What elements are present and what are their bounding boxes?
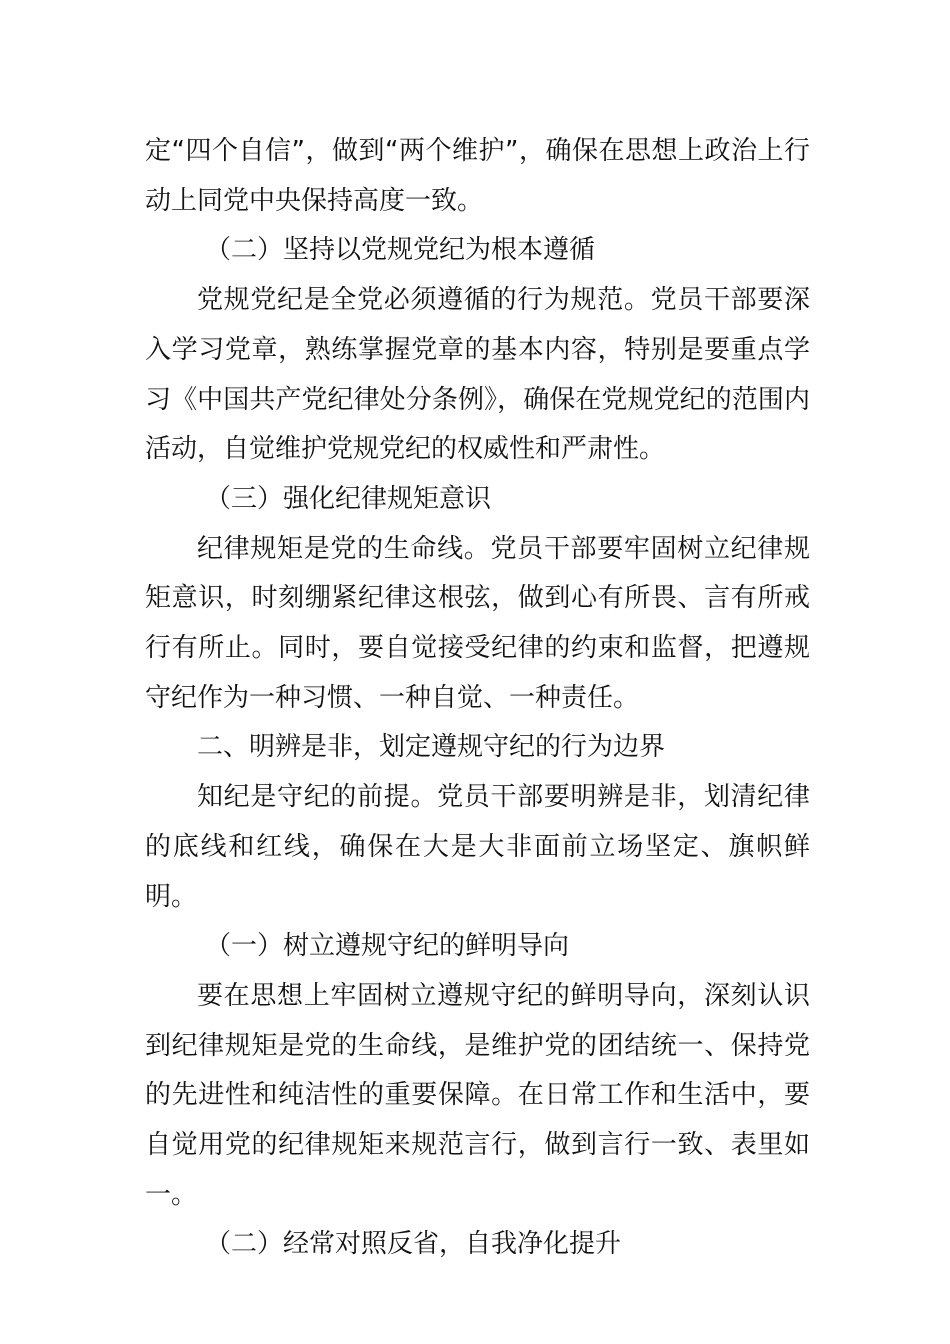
- subheading-clear-orientation: （一）树立遵规守纪的鲜明导向: [205, 931, 570, 962]
- section-heading-two: 二、明辨是非，划定遵规守纪的行为边界: [197, 732, 666, 763]
- subheading-discipline-awareness: （三）强化纪律规矩意识: [205, 483, 492, 514]
- subheading-self-reflection: （二）经常对照反省，自我净化提升: [205, 1229, 622, 1260]
- paragraph-party-rules: 党规党纪是全党必须遵循的行为规范。党员干部要深入学习党章，熟练掌握党章的基本内容，特别是要重点学习《中国共产党纪律处分条例》，确保在党规党纪的范围内活动，自觉维护党规党纪的权威性和严肃性。: [145, 285, 810, 465]
- subheading-adhere-party-rules: （二）坚持以党规党纪为根本遵循: [205, 235, 596, 266]
- document-body: [145, 127, 810, 1270]
- paragraph-continued: 定“四个自信”，做到“两个维护”，确保在思想上政治上行动上同党中央保持高度一致。: [145, 136, 810, 216]
- paragraph-discipline-lifeline: 纪律规矩是党的生命线。党员干部要牢固树立纪律规矩意识，时刻绷紧纪律这根弦，做到心有所畏、言有所戒行有所止。同时，要自觉接受纪律的约束和监督，把遵规守纪作为一种习惯、一种自觉、一种责任。: [145, 533, 810, 713]
- paragraph-know-discipline: 知纪是守纪的前提。党员干部要明辨是非，划清纪律的底线和红线，确保在大是大非面前立场坚定、旗帜鲜明。: [145, 782, 810, 912]
- paragraph-clear-orientation: 要在思想上牢固树立遵规守纪的鲜明导向，深刻认识到纪律规矩是党的生命线，是维护党的团结统一、保持党的先进性和纯洁性的重要保障。在日常工作和生活中，要自觉用党的纪律规矩来规范言行，做到言行一致、表里如一。: [145, 980, 810, 1210]
